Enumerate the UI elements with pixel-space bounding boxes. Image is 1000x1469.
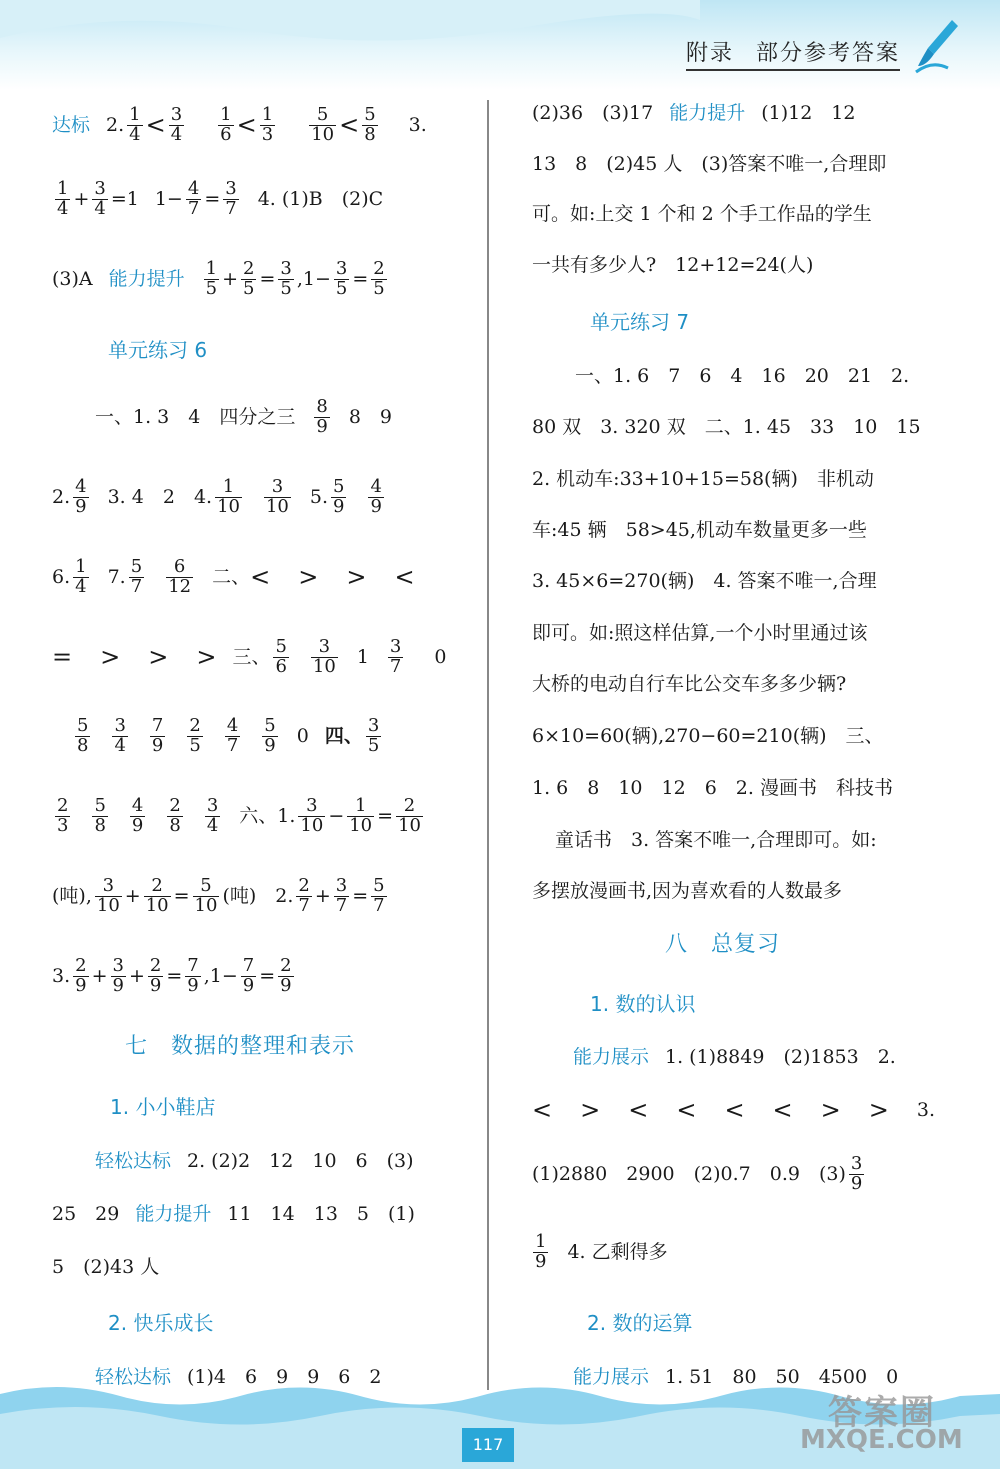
symbol: =	[52, 643, 73, 672]
text: 一、1. 3 4 四分之三	[95, 405, 296, 428]
right-line-13: 1. 6 8 10 12 6 2. 漫画书 科技书	[532, 777, 893, 799]
fraction: $\frac{4}{9}$	[370, 476, 382, 517]
fraction: $\frac{3}{5}$	[367, 715, 380, 756]
text: 0	[296, 724, 309, 747]
fraction: $\frac{3}{10}$	[96, 875, 120, 916]
text: (2)36 (3)17	[532, 102, 654, 124]
fraction: $\frac{1}{5}$	[205, 258, 218, 299]
left-line-14	[52, 1258, 159, 1277]
fraction: $\frac{1}{4}$	[75, 556, 87, 597]
symbol: <	[772, 1096, 793, 1124]
text: 四、	[324, 724, 363, 747]
right-line-8: 车:45 辆 58>45,机动车数量更多一些	[532, 519, 867, 541]
right-line-12: 6×10=60(辆),270−60=210(辆) 三、	[532, 725, 884, 747]
chapter8-title: 八 总复习	[665, 932, 781, 957]
fraction: $\frac{7}{9}$	[242, 955, 255, 996]
fraction: $\frac{1}{10}$	[217, 476, 240, 517]
right-line-1	[532, 104, 855, 123]
left-line-4	[95, 398, 392, 437]
left-line-8	[72, 717, 384, 756]
text: (1)12 12	[761, 102, 856, 124]
fraction: $\frac{2}{5}$	[243, 258, 255, 299]
fraction: $\frac{2}{9}$	[149, 955, 162, 996]
fraction: $\frac{7}{9}$	[151, 715, 164, 756]
left-line-10	[52, 877, 390, 916]
equals-sign: =	[173, 884, 190, 907]
text: 5.	[309, 485, 329, 508]
fraction: $\frac{5}{10}$	[194, 875, 218, 916]
plus-sign: +	[73, 187, 90, 210]
left-line-9	[52, 797, 426, 836]
fraction: $\frac{2}{8}$	[169, 795, 181, 836]
fraction: $\frac{5}{8}$	[94, 795, 106, 836]
fraction: $\frac{3}{7}$	[335, 875, 348, 916]
text: 2. (2)2 12 10 6 (3)	[187, 1150, 414, 1172]
symbol: <	[250, 563, 271, 592]
minus-sign: −	[328, 804, 345, 827]
text: 1	[356, 645, 369, 668]
fraction: $\frac{4}{7}$	[226, 715, 239, 756]
fraction: $\frac{4}{9}$	[131, 795, 144, 836]
fraction: $\frac{5}{8}$	[364, 104, 376, 145]
equals-sign: =	[259, 964, 276, 987]
page-number: 117	[462, 1428, 514, 1462]
fraction: $\frac{5}{8}$	[77, 715, 89, 756]
fraction: $\frac{4}{9}$	[75, 476, 87, 517]
left-line-7	[52, 638, 446, 677]
text: 3.	[916, 1098, 936, 1121]
right-line-11: 大桥的电动自行车比公交车多多少辆?	[532, 673, 847, 695]
right-line-4: 一共有多少人? 12+12=24(人)	[532, 254, 814, 276]
fraction: $\frac{3}{5}$	[335, 258, 348, 299]
fraction: $\frac{3}{5}$	[280, 258, 292, 299]
fraction: $\frac{1}{3}$	[261, 104, 274, 145]
fraction: $\frac{3}{7}$	[225, 178, 237, 219]
fraction: $\frac{3}{10}$	[312, 636, 336, 677]
left-line-13	[52, 1205, 415, 1224]
text: 6.	[52, 565, 71, 588]
text: 2.	[106, 113, 125, 136]
label-nengli-tisheng: 能力提升	[108, 267, 185, 290]
left-line-11	[52, 957, 297, 996]
brush-icon	[912, 16, 962, 78]
symbol: >	[346, 563, 367, 592]
text: 3. 4 2 4.	[107, 485, 213, 508]
fraction: $\frac{3}{7}$	[389, 636, 402, 677]
text: 2.	[52, 485, 71, 508]
left-line-2	[52, 180, 383, 219]
fraction: $\frac{1}{10}$	[349, 795, 373, 836]
text: 25 29	[52, 1203, 120, 1225]
label-nengli-zhanshi: 能力展示	[573, 1046, 650, 1068]
equals-sign: =	[166, 964, 183, 987]
text: 0	[434, 645, 447, 668]
fraction: $\frac{2}{9}$	[280, 955, 292, 996]
equals-sign: =	[377, 804, 394, 827]
symbol: <	[628, 1096, 649, 1124]
right-line-2: 13 8 (2)45 人 (3)答案不唯一,合理即	[532, 153, 887, 175]
fraction: $\frac{3}{4}$	[114, 715, 126, 756]
text: 1. 51 80 50 4500 0	[665, 1366, 899, 1388]
label-nengli-tisheng: 能力提升	[135, 1203, 212, 1225]
unit6-title: 单元练习 6	[108, 338, 208, 362]
fraction: $\frac{1}{9}$	[535, 1231, 547, 1272]
fraction: $\frac{7}{9}$	[187, 955, 199, 996]
fraction: $\frac{5}{6}$	[275, 636, 287, 677]
fraction: $\frac{3}{4}$	[206, 795, 219, 836]
text: (吨) 2.	[222, 884, 294, 907]
text: 3.	[408, 113, 427, 136]
text: (吨),	[52, 884, 92, 907]
label-qingsong-dabiao: 轻松达标	[95, 1366, 172, 1388]
symbol: >	[580, 1096, 601, 1124]
right-line-5: 一、1. 6 7 6 4 16 20 21 2.	[575, 365, 910, 387]
fraction: $\frac{8}{9}$	[316, 396, 328, 437]
fraction: $\frac{2}{10}$	[398, 795, 421, 836]
text: (1)2880 2900 (2)0.7 0.9 (3)	[532, 1162, 846, 1185]
fraction: $\frac{1}{4}$	[57, 178, 69, 219]
left-line-5	[52, 478, 387, 517]
fraction: $\frac{2}{5}$	[373, 258, 385, 299]
text: 1−	[154, 187, 183, 210]
fraction: $\frac{3}{10}$	[265, 476, 289, 517]
fraction: $\frac{3}{10}$	[300, 795, 324, 836]
section-number-recognition-title: 1. 数的认识	[590, 992, 696, 1016]
fraction: $\frac{3}{4}$	[94, 178, 106, 219]
fraction: $\frac{2}{3}$	[57, 795, 69, 836]
right-line-7: 2. 机动车:33+10+15=58(辆) 非机动	[532, 468, 874, 490]
fraction: $\frac{4}{7}$	[187, 178, 200, 219]
fraction: $\frac{5}{9}$	[333, 476, 345, 517]
label-qingsong-dabiao: 轻松达标	[95, 1150, 172, 1172]
header-title	[686, 36, 900, 71]
left-line-6	[52, 558, 415, 597]
symbol: <	[339, 111, 360, 140]
right-line-15: 多摆放漫画书,因为喜欢看的人数最多	[532, 880, 843, 902]
unit7-title: 单元练习 7	[590, 310, 690, 334]
text: 7.	[107, 565, 126, 588]
plus-sign: +	[128, 964, 145, 987]
text: 4. (1)B (2)C	[257, 187, 384, 210]
left-line-3	[52, 260, 390, 299]
section-shoe-store-title: 1. 小小鞋店	[110, 1095, 216, 1119]
watermark-text-en: MXQE.COM	[800, 1425, 963, 1455]
text: 5 (2)43 人	[52, 1256, 160, 1278]
symbol: >	[868, 1096, 889, 1124]
text: =1	[110, 187, 139, 210]
right-line-9: 3. 45×6=270(辆) 4. 答案不唯一,合理	[532, 570, 877, 592]
plus-sign: +	[91, 964, 108, 987]
text: 3.	[52, 964, 71, 987]
section-happy-growth-title: 2. 快乐成长	[108, 1311, 214, 1335]
text: 二、	[212, 565, 251, 588]
section-number-operations-title: 2. 数的运算	[587, 1311, 693, 1335]
symbol: >	[100, 643, 121, 672]
fraction: $\frac{2}{10}$	[145, 875, 169, 916]
fraction: $\frac{6}{12}$	[168, 556, 192, 597]
right-line-10: 即可。如:照这样估算,一个小时里通过该	[532, 622, 868, 644]
symbol: <	[145, 111, 166, 140]
header-answers: 部分参考答案	[755, 41, 900, 66]
text: 11 14 13 5 (1)	[227, 1203, 415, 1225]
equals-sign: =	[352, 884, 369, 907]
right-line-16	[573, 1048, 896, 1067]
symbol: <	[236, 111, 257, 140]
fraction: $\frac{1}{4}$	[129, 104, 141, 145]
fraction: $\frac{5}{7}$	[130, 556, 143, 597]
text: 六、1.	[239, 804, 296, 827]
right-line-14: 童话书 3. 答案不唯一,合理即可。如:	[555, 829, 877, 851]
column-divider	[487, 100, 489, 1390]
fraction: $\frac{3}{9}$	[850, 1153, 863, 1194]
left-line-1	[52, 106, 427, 145]
right-line-6: 80 双 3. 320 双 二、1. 45 33 10 15	[532, 416, 921, 438]
fraction: $\frac{2}{7}$	[298, 875, 310, 916]
text: ,1−	[296, 267, 331, 290]
fraction: $\frac{5}{7}$	[373, 875, 385, 916]
fraction: $\frac{3}{4}$	[170, 104, 183, 145]
text: 4. 乙剩得多	[567, 1240, 668, 1263]
right-line-3: 可。如:上交 1 个和 2 个手工作品的学生	[532, 203, 872, 225]
fraction: $\frac{5}{9}$	[264, 715, 276, 756]
text: 8 9	[348, 405, 392, 428]
text: (3)A	[52, 267, 93, 290]
symbol: >	[148, 643, 169, 672]
symbol: <	[394, 563, 415, 592]
symbol: >	[196, 643, 217, 672]
equals-sign: =	[352, 267, 369, 290]
text: (1)4 6 9 9 6 2	[187, 1366, 382, 1388]
symbol: >	[820, 1096, 841, 1124]
label-dabiao: 达标	[52, 113, 91, 136]
watermark-logo	[800, 1385, 995, 1465]
fraction: $\frac{2}{9}$	[75, 955, 87, 996]
right-line-17	[532, 1098, 935, 1122]
watermark-text-cn: 答案圈	[828, 1393, 936, 1433]
header-appendix: 附录	[685, 41, 734, 66]
fraction: $\frac{1}{6}$	[220, 104, 232, 145]
right-line-18	[532, 1155, 867, 1194]
fraction: $\frac{5}{10}$	[311, 104, 335, 145]
equals-sign: =	[204, 187, 221, 210]
left-line-12	[95, 1152, 414, 1171]
text: 1. (1)8849 (2)1853 2.	[665, 1046, 896, 1068]
label-nengli-zhanshi: 能力展示	[573, 1366, 650, 1388]
symbol: <	[532, 1096, 553, 1124]
label-nengli-tisheng: 能力提升	[669, 102, 746, 124]
chapter7-title: 七 数据的整理和表示	[125, 1034, 356, 1059]
symbol: >	[298, 563, 319, 592]
text: ,1−	[203, 964, 238, 987]
plus-sign: +	[314, 884, 331, 907]
plus-sign: +	[222, 267, 239, 290]
plus-sign: +	[124, 884, 141, 907]
symbol: <	[676, 1096, 697, 1124]
right-line-19	[530, 1233, 668, 1272]
symbol: <	[724, 1096, 745, 1124]
fraction: $\frac{3}{9}$	[112, 955, 124, 996]
fraction: $\frac{2}{5}$	[189, 715, 201, 756]
text: 三、	[232, 645, 271, 668]
equals-sign: =	[259, 267, 276, 290]
